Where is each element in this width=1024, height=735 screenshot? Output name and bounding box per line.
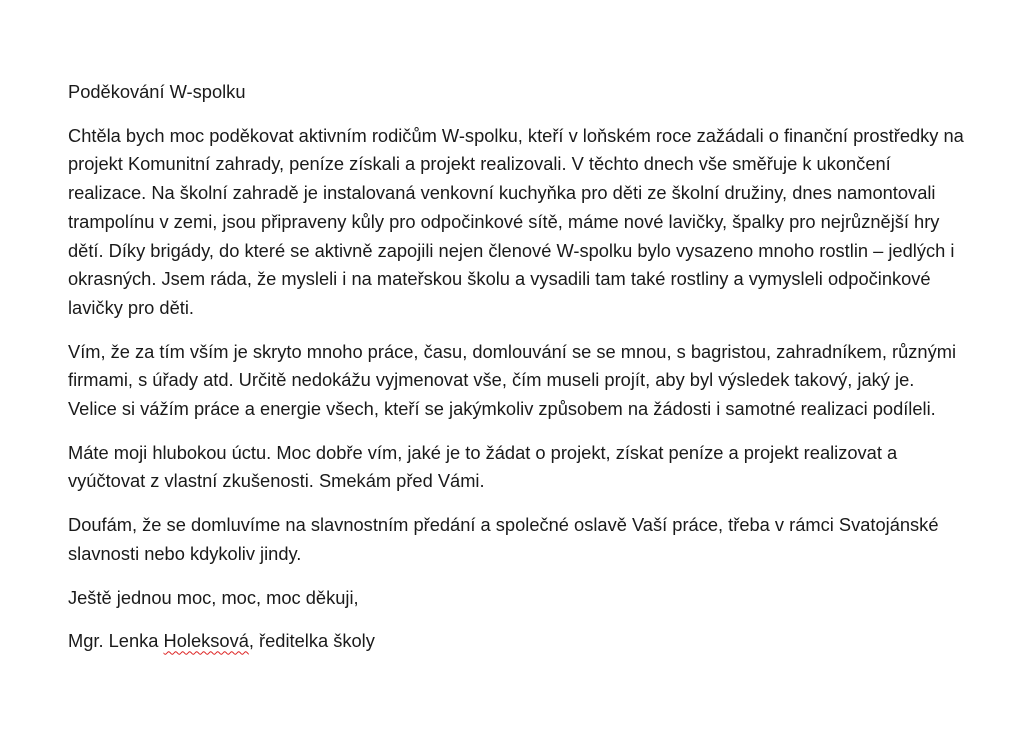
paragraph-celebration: Doufám, že se domluvíme na slavnostním předání a společné oslavě Vaší práce, třeba v rámci Svatojánské slavnosti nebo kdykoliv jindy. <box>68 514 939 564</box>
closing-line: Ještě jednou moc, moc, moc děkuji, <box>68 586 359 608</box>
document-title: Poděkování W-spolku <box>68 81 246 102</box>
paragraph-thanks: Chtěla bych moc poděkovat aktivním rodičům W-spolku, kteří v loňském roce zažádali o finanční prostředky na projekt Komunitní zahrady, peníze získali a projekt realizovali. V těchto dnech vše směřuje k ukončení realizace. Na školní zahradě je instalovaná venkovní kuchyňka pro děti ze školní družiny, dnes namontovali trampolínu v zemi, jsou připraveny kůly pro odpočinkové sítě, máme nové lavičky, špalky pro nejrůznější hry dětí. Díky brigády, do které se aktivně zapojili nejen členové W-spolku bylo vysazeno mnoho rostlin – jedlých i okrasných. Jsem ráda, že mysleli i na mateřskou školu a vysadili tam také rostliny a vymysleli odpočinkové lavičky pro děti. <box>68 124 964 318</box>
paragraph-respect: Máte moji hlubokou úctu. Moc dobře vím, jaké je to žádat o projekt, získat peníze a projekt realizovat a vyúčtovat z vlastní zkušenosti. Smekám před Vámi. <box>68 441 898 492</box>
document-page <box>68 78 968 671</box>
signature-suffix: , ředitelka školy <box>248 630 375 652</box>
signature-prefix: Mgr. Lenka <box>68 630 164 652</box>
signature <box>68 627 968 656</box>
paragraph-appreciation: Vím, že za tím vším je skryto mnoho práce, času, domlouvání se se mnou, s bagristou, zahradníkem, různými firmami, s úřady atd. Určitě nedokážu vyjmenovat vše, čím museli projít, aby byl výsledek takový, jaký je. Velice si vážím práce a energie všech, kteří se jakýmkoliv způsobem na žádosti i samotné realizaci podíleli. <box>68 340 957 420</box>
signature-surname[interactable]: Holeksová <box>163 630 249 652</box>
